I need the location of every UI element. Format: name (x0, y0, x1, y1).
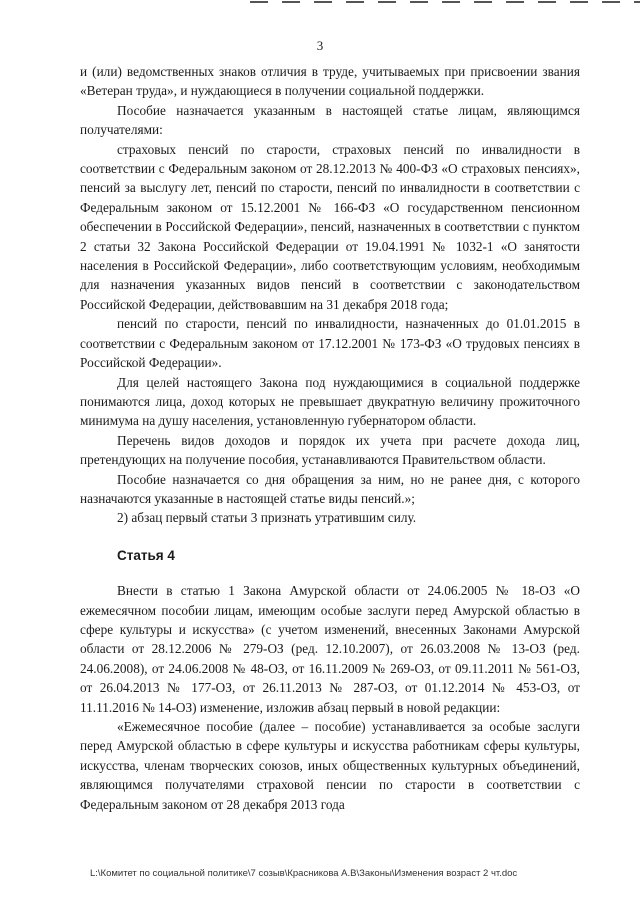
paragraph: 2) абзац первый статьи 3 признать утратившим силу. (117, 510, 417, 526)
article-heading: Статья 4 (117, 547, 175, 563)
paragraph: Пособие назначается указанным в настоящей статье лицам, являющимся получателями: (80, 102, 580, 138)
top-dashed-border (250, 0, 640, 10)
paragraph: Внести в статью 1 Закона Амурской области от 24.06.2005 № 18-ОЗ «О ежемесячном пособии лицам, имеющим особые заслуги перед Амурской областью в сфере культуры и искусства» (с учетом изменений, внесенных Законами Амурской области от 28.12.2006 № 279-ОЗ (ред. 12.10.2007), от 26.03.2008 № 13-ОЗ (ред. 24.06.2008), от 24.06.2008 № 48-ОЗ, от 16.11.2009 № 269-ОЗ, от 09.11.2011 № 561-ОЗ, от 26.04.2013 № 177-ОЗ, от 26.11.2013 № 287-ОЗ, от 01.12.2014 № 453-ОЗ, от 11.11.2016 № 14-ОЗ) изменение, изложив абзац первый в новой редакции: (80, 583, 580, 715)
paragraph: пенсий по старости, пенсий по инвалидности, назначенных до 01.01.2015 в соответствии с Федеральным законом от 17.12.2001 № 173-ФЗ «О трудовых пенсиях в Российской Федерации». (80, 316, 580, 371)
paragraph: Перечень видов доходов и порядок их учета при расчете дохода лиц, претендующих на получение пособия, устанавливаются Правительством области. (80, 432, 580, 468)
footer-file-path: L:\Комитет по социальной политике\7 созыв\Красникова А.В\Законы\Изменения возраст 2 чт.doc (90, 868, 518, 879)
paragraph: Пособие назначается со дня обращения за ним, но не ранее дня, с которого назначаются указанные в настоящей статье виды пенсий.»; (80, 471, 580, 506)
document-body (80, 62, 580, 814)
paragraph: и (или) ведомственных знаков отличия в труде, учитываемых при присвоении звания «Ветеран труда», и нуждающиеся в получении социальной поддержки. (80, 64, 580, 99)
paragraph: страховых пенсий по старости, страховых пенсий по инвалидности в соответствии с Федеральным законом от 28.12.2013 № 400-ФЗ «О страховых пенсиях», пенсий за выслугу лет, пенсий по старости, пенсий по инвалидности в соответствии с Федеральным законом от 15.12.2001 № 166-ФЗ «О государственном пенсионном обеспечении в Российской Федерации», пенсий, назначенных в соответствии с пунктом 2 статьи 32 Закона Российской Федерации от 19.04.1991 № 1032-1 «О занятости населения в Российской Федерации», либо соответствующим условиям, необходимым для назначения указанных видов пенсий в соответствии с законодательством Российской Федерации, действовавшим на 31 декабря 2018 года; (80, 141, 580, 312)
paragraph: «Ежемесячное пособие (далее – пособие) устанавливается за особые заслуги перед Амурской областью в сфере культуры и искусства работникам сферы культуры, искусства, членам творческих союзов, иных общественных культурных объединений, являющимся получателями страховой пенсии по старости в соответствии с Федеральным законом от 28 декабря 2013 года (80, 719, 580, 812)
page-number: 3 (316, 38, 324, 53)
paragraph: Для целей настоящего Закона под нуждающимися в социальной поддержке понимаются лица, доход которых не превышает двукратную величину прожиточного минимума на душу населения, установленную губернатором области. (80, 374, 580, 429)
